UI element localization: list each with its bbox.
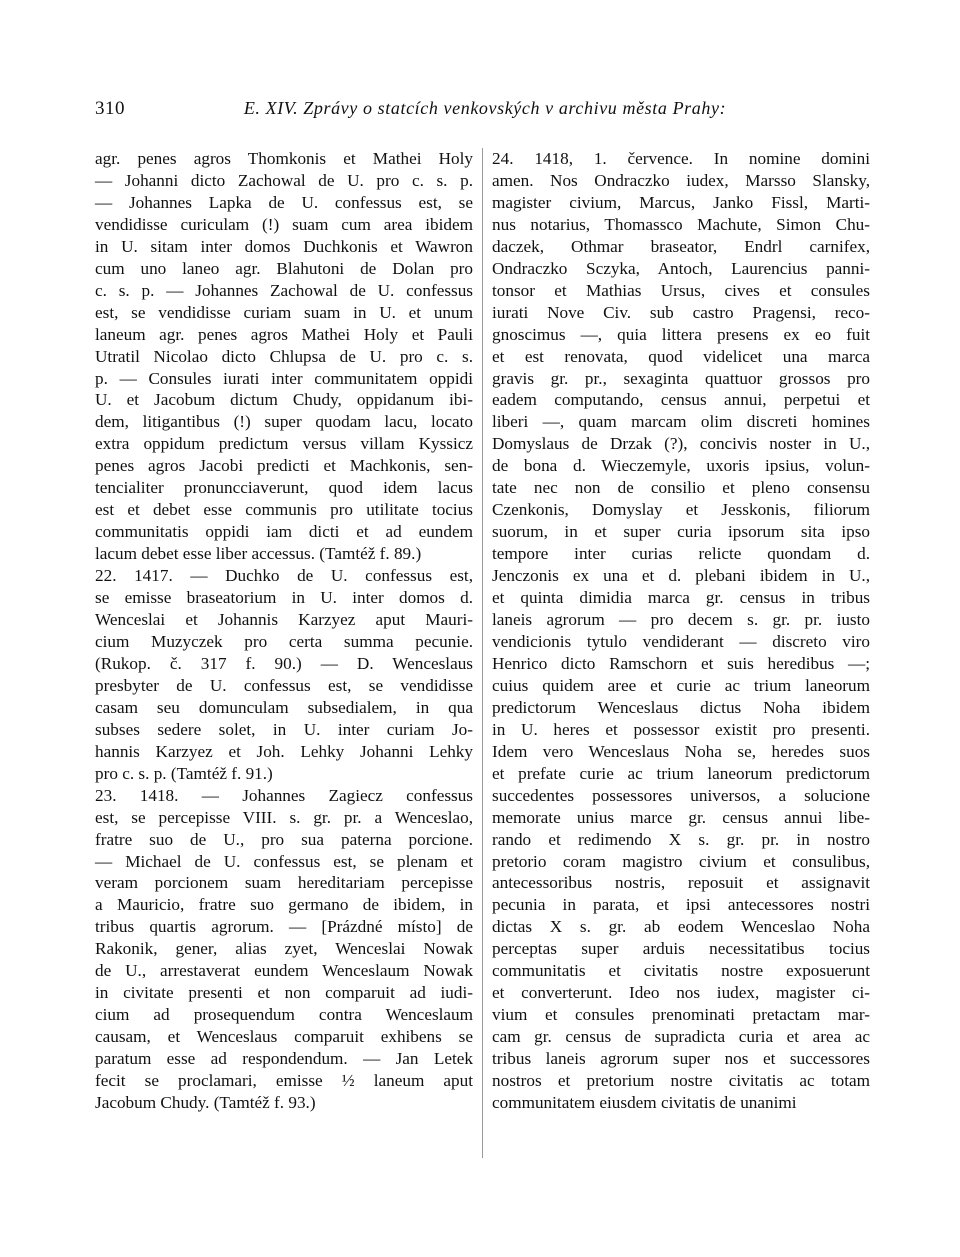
left-column-text-line: in U. sitam inter domos Duchkonis et Wawron bbox=[95, 236, 473, 256]
right-column-text-line: in U. heres et possessor existit pro presenti. bbox=[492, 719, 870, 739]
left-column-text-line: — Johannes Lapka de U. confessus est, se bbox=[95, 192, 473, 212]
right-column-text-line: Henrico dicto Ramschorn et suis heredibus —; bbox=[492, 653, 870, 673]
left-column-text-line: se emisse braseatorium in U. inter domos d. bbox=[95, 588, 473, 608]
right-column-text-line: et quinta dimidia marca gr. census in tribus bbox=[492, 588, 870, 608]
right-column-text-line: iurati Nove Civ. sub castro Pragensi, reco- bbox=[492, 302, 870, 322]
left-column-text-line: Wenceslai et Johannis Karzyez aput Mauri- bbox=[95, 610, 473, 630]
left-column-text-line: 23. 1418. — Johannes Zagiecz confessus bbox=[95, 785, 473, 805]
right-column-text-line: magister civium, Marcus, Janko Fissl, Marti- bbox=[492, 192, 870, 212]
right-column-text-line: Jenczonis ex una et d. plebani ibidem in U., bbox=[492, 566, 870, 586]
right-column-text-line: nostros et pretorium nostre civitatis ac totam bbox=[492, 1071, 870, 1091]
right-column-text-line: et prefate curie ac trium laneorum predictorum bbox=[492, 763, 870, 783]
right-column-text-line: de bona d. Wieczemyle, uxoris ipsius, volun- bbox=[492, 456, 870, 476]
right-column-text-line: 24. 1418, 1. července. In nomine domini bbox=[492, 149, 870, 168]
right-column-text-line: tate nec non de consilio et pleno consensu bbox=[492, 478, 870, 498]
left-column-text-line: cum uno laneo agr. Blahutoni de Dolan pro bbox=[95, 258, 473, 278]
running-title: E. XIV. Zprávy o statcích venkovských v archivu města Prahy: bbox=[243, 98, 727, 118]
left-column-text-line: tencialiter pronuncciaverunt, quod idem lacus bbox=[95, 478, 473, 498]
page-number: 310 bbox=[95, 98, 125, 119]
right-column-text-line: communitatis et civitatis nostre exposuerunt bbox=[492, 961, 870, 981]
left-column-text-line: c. s. p. — Johannes Zachowal de U. confessus bbox=[95, 280, 473, 300]
right-column-text-line: Domyslaus de Drzak (?), concivis noster in U., bbox=[492, 434, 870, 454]
left-column-text-line: de U., arrestaverat eundem Wenceslaum Nowak bbox=[95, 961, 473, 981]
right-column-text-line: perceptas super arduis necessitatibus tocius bbox=[492, 939, 870, 959]
right-column-text-line: laneis agrorum — pro decem s. gr. pr. iusto bbox=[492, 610, 870, 630]
left-column-text-line: Rakonik, gener, alias zyet, Wenceslai Nowak bbox=[95, 939, 473, 959]
left-column-text-line: tribus quartis agrorum. — [Prázdné místo] de bbox=[95, 917, 473, 937]
left-column-text-line: cium ad prosequendum contra Wenceslaum bbox=[95, 1005, 473, 1025]
left-column-text-line: veram porcionem suam hereditariam percepisse bbox=[95, 873, 473, 893]
left-column-text-line: vendidisse curiculam (!) suam cum area ibidem bbox=[95, 214, 473, 234]
left-column-text-line: cium Muzyczek pro certa summa pecunie. bbox=[95, 631, 473, 651]
right-column-text-line: Idem vero Wenceslaus Noha se, heredes suos bbox=[492, 741, 870, 761]
right-column-text-line: dictas X s. gr. ab eodem Wenceslao Noha bbox=[492, 917, 870, 937]
left-column-text-line: p. — Consules iurati inter communitatem oppidi bbox=[95, 368, 473, 388]
left-column-text-line: dem, litigantibus (!) super quodam lacu, locato bbox=[95, 412, 473, 432]
right-column-text-line: pretorio coram magistro civium et consulibus, bbox=[492, 851, 870, 871]
left-column-text-line: causam, et Wenceslaus comparuit exhibens se bbox=[95, 1027, 473, 1047]
left-column-text-line: pro c. s. p. (Tamtéž f. 91.) bbox=[95, 763, 273, 783]
left-column-text-line: a Mauricio, fratre suo germano de ibidem, in bbox=[95, 895, 473, 915]
left-column-text-line: penes agros Jacobi predicti et Machkonis, sen- bbox=[95, 456, 473, 476]
right-column-text-line: rando et redimendo X s. gr. pr. in nostro bbox=[492, 829, 870, 849]
left-column-text-line: 22. 1417. — Duchko de U. confessus est, bbox=[95, 566, 473, 586]
right-column-text-line: memorate unius marce gr. census annui libe- bbox=[492, 807, 870, 827]
page-header bbox=[95, 98, 875, 128]
right-column-text-line: Ondraczko Sczyka, Antoch, Laurencius panni- bbox=[492, 258, 870, 278]
right-column bbox=[492, 148, 870, 1114]
left-column-text-line: agr. penes agros Thomkonis et Mathei Holy bbox=[95, 149, 473, 168]
left-column-text-line: Utratil Nicolao dicto Chlupsa de U. pro c. s. bbox=[95, 346, 473, 366]
right-column-text-line: tribus laneis agrorum super nos et successores bbox=[492, 1049, 870, 1069]
right-column-text-line: tempore inter curias relicte quondam d. bbox=[492, 544, 870, 564]
left-column bbox=[95, 148, 473, 1114]
right-column-text-line: cam gr. census de supradicta curia et area ac bbox=[492, 1027, 870, 1047]
right-column-text-line: communitatem eiusdem civitatis de unanimi bbox=[492, 1092, 797, 1112]
right-column-text-line: et est renovata, quod videlicet una marca bbox=[492, 346, 870, 366]
right-column-text-line: pecunia in parata, et ipsi antecessores nostri bbox=[492, 895, 870, 915]
right-column-text-line: Czenkonis, Domyslay et Jesskonis, filiorum bbox=[492, 500, 870, 520]
left-column-text-line: presbyter de U. confessus est, se vendidisse bbox=[95, 675, 473, 695]
left-column-text-line: est, se vendidisse curiam suam in U. et unum bbox=[95, 302, 473, 322]
right-column-text-line: predictorum Wenceslaus dictus Noha ibidem bbox=[492, 697, 870, 717]
left-column-text-line: — Johanni dicto Zachowal de U. pro c. s. p. bbox=[95, 170, 473, 190]
left-column-text-line: subses sedere solet, in U. inter curiam Jo- bbox=[95, 719, 473, 739]
right-column-text-line: succedentes possessores universos, a solucione bbox=[492, 785, 870, 805]
right-column-text-line: eadem computando, census annui, perpetui et bbox=[492, 390, 870, 410]
right-column-text-line: tonsor et Mathias Ursus, cives et consules bbox=[492, 280, 870, 300]
left-column-text-line: in civitate presenti et non comparuit ad iudi- bbox=[95, 983, 473, 1003]
right-column-text-line: liberi —, quam marcam olim discreti homines bbox=[492, 412, 870, 432]
right-column-text-line: amen. Nos Ondraczko iudex, Marsso Slansky, bbox=[492, 170, 870, 190]
left-column-text-line: fecit se proclamari, emisse ½ laneum aput bbox=[95, 1071, 473, 1091]
left-column-text-line: casam seu domunculam subsedialem, in qua bbox=[95, 697, 473, 717]
left-column-text-line: (Rukop. č. 317 f. 90.) — D. Wenceslaus bbox=[95, 653, 473, 673]
left-column-text-line: est et debet esse communis pro utilitate tocius bbox=[95, 500, 473, 520]
column-divider bbox=[482, 148, 483, 1158]
right-column-text-line: nus notarius, Thomassco Machute, Simon Chu- bbox=[492, 214, 870, 234]
left-column-text-line: — Michael de U. confessus est, se plenam et bbox=[95, 851, 473, 871]
right-column-text-line: vium et consules prenominati pretactam mar- bbox=[492, 1005, 870, 1025]
right-column-text-line: gnoscimus —, quia littera presens ex eo fuit bbox=[492, 324, 870, 344]
right-column-text-line: et converterunt. Ideo nos iudex, magister ci- bbox=[492, 983, 870, 1003]
right-column-text-line: cuius quidem aree et curie ac trium laneorum bbox=[492, 675, 870, 695]
left-column-text-line: paratum esse ad respondendum. — Jan Letek bbox=[95, 1049, 473, 1069]
left-column-text-line: fratre suo de U., pro sua paterna porcione. bbox=[95, 829, 473, 849]
left-column-text-line: communitatis oppidi iam dicti et ad eundem bbox=[95, 522, 473, 542]
right-column-text-line: suorum, in et super curia ipsorum sita ipso bbox=[492, 522, 870, 542]
left-column-text-line: Jacobum Chudy. (Tamtéž f. 93.) bbox=[95, 1092, 316, 1112]
left-column-text-line: extra oppidum predictum versus villam Kyssicz bbox=[95, 434, 473, 454]
left-column-text-line: laneum agr. penes agros Mathei Holy et Pauli bbox=[95, 324, 473, 344]
right-column-text-line: gravis gr. pr., sexaginta quattuor grossos pro bbox=[492, 368, 870, 388]
left-column-text-line: hannis Karzyez et Joh. Lehky Johanni Lehky bbox=[95, 741, 473, 761]
right-column-text-line: antecessoribus nostris, reposuit et assignavit bbox=[492, 873, 870, 893]
left-column-text-line: est, se percepisse VIII. s. gr. pr. a Wenceslao, bbox=[95, 807, 473, 827]
right-column-text-line: daczek, Othmar braseator, Endrl carnifex, bbox=[492, 236, 870, 256]
right-column-text-line: vendicionis tytulo vendiderant — discreto viro bbox=[492, 631, 870, 651]
left-column-text-line: U. et Jacobum dictum Chudy, oppidanum ibi- bbox=[95, 390, 473, 410]
left-column-text-line: lacum debet esse liber accessus. (Tamtéž f. 89.) bbox=[95, 544, 422, 564]
